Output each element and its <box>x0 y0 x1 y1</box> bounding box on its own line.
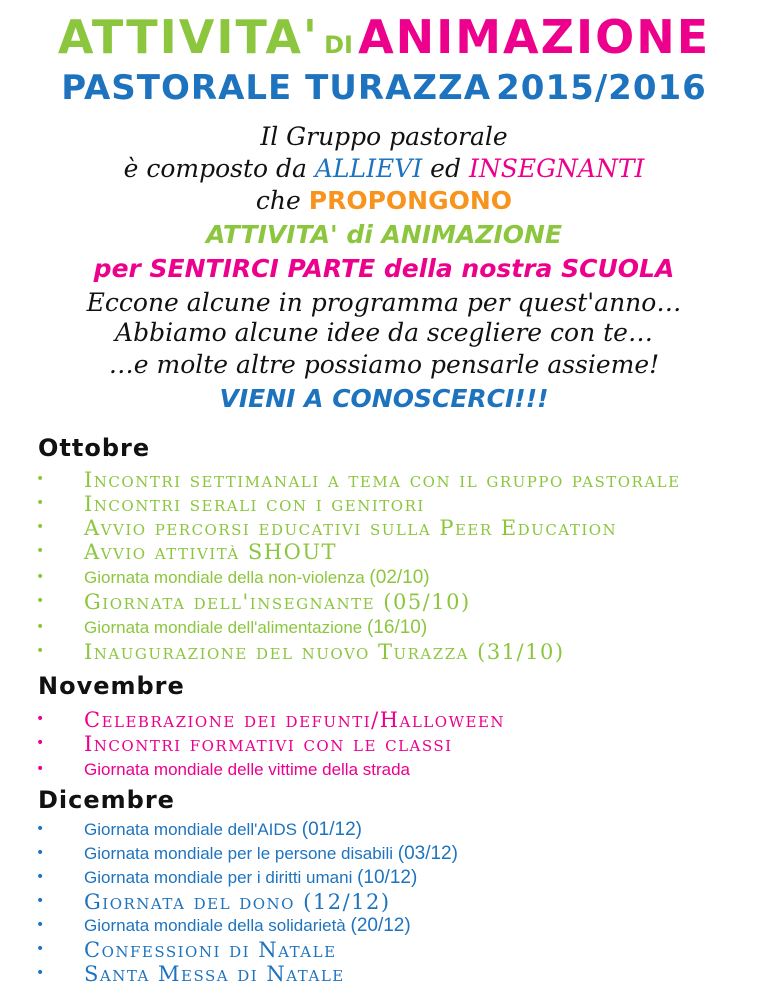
list-item-text: Incontri formativi con le classi <box>84 732 453 756</box>
list-item-text <box>84 914 411 938</box>
intro-line-1 <box>0 122 768 151</box>
list-item-text: Giornata dell'insegnante (05/10) <box>84 590 471 614</box>
list-item-text: Celebrazione dei defunti/Halloween <box>84 708 506 732</box>
subtitle-year: 2015/2016 <box>496 68 707 108</box>
main-title <box>0 10 768 64</box>
list-item-text: Confessioni di Natale <box>84 938 337 962</box>
bullet-icon: • <box>36 643 45 659</box>
month-heading-ottobre: Ottobre <box>38 434 151 462</box>
intro-line-7: Abbiamo alcune idee da scegliere con te… <box>115 318 653 347</box>
bullet-icon: • <box>36 845 45 861</box>
list-item-text <box>84 566 430 590</box>
bullet-icon: • <box>36 965 45 981</box>
intro-text: Il Gruppo pastorale <box>260 122 508 151</box>
intro-highlight-insegnanti: INSEGNANTI <box>468 154 645 183</box>
item-date: (03/12) <box>397 843 458 864</box>
bullet-icon: • <box>36 735 45 751</box>
intro-line-6: Eccone alcune in programma per quest'anno… <box>86 288 682 317</box>
list-item-text: Incontri settimanali a tema con il gruppo pastorale <box>84 468 681 492</box>
bullet-icon: • <box>36 893 45 909</box>
item-date: (10/12) <box>357 867 418 888</box>
item-date: (16/10) <box>366 617 428 638</box>
list-item-text <box>84 842 458 866</box>
item-label: Giornata mondiale dell'alimentazione <box>84 618 363 637</box>
item-label: Giornata mondiale per le persone disabili <box>84 844 394 863</box>
title-joiner: DI <box>324 31 353 59</box>
subtitle-text: PASTORALE TURAZZA <box>61 68 492 108</box>
intro-line-2 <box>0 154 768 183</box>
bullet-icon: • <box>36 941 45 957</box>
list-item-text: Avvio percorsi educativi sulla Peer Education <box>84 516 618 540</box>
bullet-icon: • <box>36 495 45 511</box>
bullet-icon: • <box>36 569 45 585</box>
item-label: Giornata mondiale dell'AIDS <box>84 820 298 839</box>
list-item-text: Avvio attività SHOUT <box>84 540 338 564</box>
item-date: (02/10) <box>369 567 430 588</box>
intro-text: che <box>255 186 301 215</box>
month-heading-novembre: Novembre <box>38 672 185 700</box>
intro-line-3 <box>0 186 768 215</box>
intro-text: è composto da <box>123 154 307 183</box>
list-item-text: Incontri serali con i genitori <box>84 492 425 516</box>
intro-highlight-propongono: PROPONGONO <box>308 186 513 215</box>
bullet-icon: • <box>36 593 45 609</box>
list-item-text: Giornata del dono (12/12) <box>84 890 391 914</box>
list-item-text: Giornata mondiale delle vittime della strada <box>84 760 411 779</box>
bullet-icon: • <box>36 761 45 777</box>
bullet-icon: • <box>36 711 45 727</box>
list-item-text <box>84 616 427 640</box>
bullet-icon: • <box>36 619 45 635</box>
list-item-text <box>84 866 417 890</box>
bullet-icon: • <box>36 471 45 487</box>
list-item-text <box>84 818 362 842</box>
item-date: (20/12) <box>350 915 411 936</box>
item-label: Giornata mondiale per i diritti umani <box>84 868 353 887</box>
bullet-icon: • <box>36 917 45 933</box>
title-word-attivita: ATTIVITA' <box>57 10 320 64</box>
list-item-text: Inaugurazione del nuovo Turazza (31/10) <box>84 640 565 664</box>
title-word-animazione: ANIMAZIONE <box>358 10 711 64</box>
intro-line-9-call-to-action: VIENI A CONOSCERCI!!! <box>219 384 549 413</box>
subtitle <box>0 68 768 108</box>
item-label: Giornata mondiale della solidarietà <box>84 916 346 935</box>
month-heading-dicembre: Dicembre <box>38 786 175 814</box>
bullet-icon: • <box>36 543 45 559</box>
intro-line-8: …e molte altre possiamo pensarle assieme! <box>108 350 660 379</box>
intro-highlight-allievi: ALLIEVI <box>314 154 423 183</box>
item-label: Giornata mondiale della non-violenza <box>84 568 365 587</box>
bullet-icon: • <box>36 821 45 837</box>
intro-line-5: per SENTIRCI PARTE della nostra SCUOLA <box>93 254 675 283</box>
intro-text: ed <box>430 154 461 183</box>
list-item-text: Santa Messa di Natale <box>84 962 345 986</box>
item-date: (01/12) <box>301 819 362 840</box>
bullet-icon: • <box>36 869 45 885</box>
bullet-icon: • <box>36 519 45 535</box>
intro-line-4: ATTIVITA' di ANIMAZIONE <box>205 220 563 249</box>
